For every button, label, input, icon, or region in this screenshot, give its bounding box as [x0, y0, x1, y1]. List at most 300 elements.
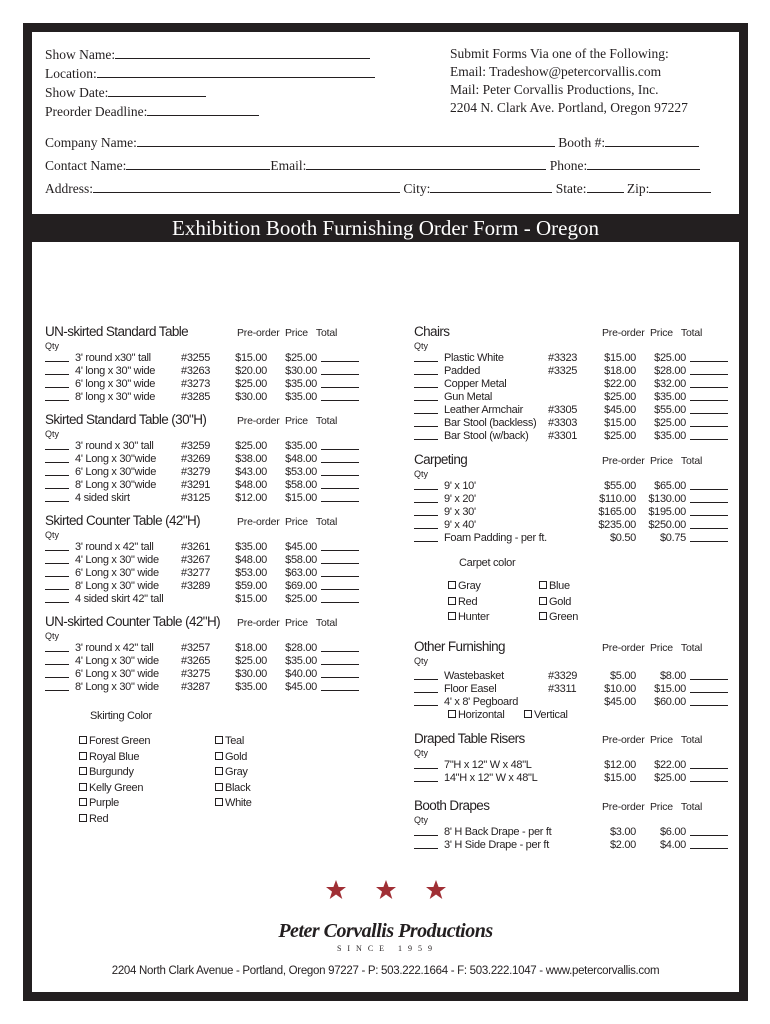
checkbox[interactable]: [215, 752, 223, 760]
qty-input[interactable]: [414, 365, 438, 375]
checkbox-option[interactable]: [448, 610, 489, 626]
booth-field[interactable]: [605, 133, 699, 147]
preorder-price: $45.00: [604, 404, 636, 416]
qty-input[interactable]: [414, 519, 438, 529]
section-title: Other Furnishing Pre-order Price Total: [414, 638, 734, 656]
item-description: 4 sided skirt: [75, 492, 130, 504]
qty-label: Qty: [414, 747, 429, 758]
column-headers: [602, 639, 702, 657]
item-description: 9' x 20': [444, 493, 476, 505]
color-options: [45, 710, 365, 827]
qty-input[interactable]: [414, 493, 438, 503]
checkbox[interactable]: [448, 710, 456, 718]
total-input[interactable]: [321, 642, 359, 652]
total-input[interactable]: [690, 519, 728, 529]
qty-input[interactable]: [414, 430, 438, 440]
total-input[interactable]: [321, 681, 359, 691]
price: $60.00: [654, 695, 686, 708]
email-field[interactable]: [306, 156, 546, 170]
price: $250.00: [648, 519, 686, 531]
checkbox-label: Teal: [225, 735, 244, 747]
state-field[interactable]: [587, 179, 624, 193]
list-item: [414, 696, 734, 709]
item-description: 9' x 30': [444, 506, 476, 518]
price: $35.00: [285, 391, 317, 403]
address-row: [45, 179, 711, 198]
preorder-price: $48.00: [235, 554, 267, 566]
checkbox-option[interactable]: [448, 709, 505, 722]
total-input[interactable]: [321, 580, 359, 590]
qty-input[interactable]: [414, 670, 438, 680]
checkbox[interactable]: [448, 581, 456, 589]
section-title: Draped Table Risers Pre-order Price Total: [414, 730, 734, 748]
preorder-price: $25.00: [604, 430, 636, 442]
total-input[interactable]: [690, 430, 728, 440]
total-input[interactable]: [690, 670, 728, 680]
price: $25.00: [654, 771, 686, 784]
item-number: #3279: [181, 466, 211, 478]
qty-input[interactable]: [414, 352, 438, 362]
qty-input[interactable]: [414, 480, 438, 490]
price: $25.00: [285, 352, 317, 364]
qty-input[interactable]: [45, 580, 69, 590]
section-un-skirted-counter-table-42-h-: [45, 613, 365, 694]
checkbox-option[interactable]: [79, 750, 139, 766]
total-input[interactable]: [690, 839, 728, 849]
item-number: #3285: [181, 391, 211, 403]
item-number: #3323: [548, 352, 578, 364]
price: $25.00: [654, 352, 686, 364]
zip-label: Zip:: [626, 181, 650, 196]
checkbox-option[interactable]: [215, 765, 248, 781]
qty-input[interactable]: [45, 479, 69, 489]
qty-input[interactable]: [414, 772, 438, 782]
show-name-field[interactable]: [115, 45, 370, 59]
address-field[interactable]: [93, 179, 400, 193]
price-header: Price: [650, 733, 673, 746]
submit-address: 2204 N. Clark Ave. Portland, Oregon 97227: [450, 100, 688, 115]
item-description: 6' Long x 30" wide: [75, 668, 159, 680]
item-description: 4' long x 30" wide: [75, 365, 156, 377]
total-input[interactable]: [690, 826, 728, 836]
checkbox-label: Hunter: [458, 611, 490, 623]
checkbox-option[interactable]: [79, 796, 119, 812]
item-number: #3289: [181, 580, 211, 592]
total-input[interactable]: [321, 391, 359, 401]
qty-input[interactable]: [45, 668, 69, 678]
checkbox[interactable]: [215, 767, 223, 775]
list-item: [45, 453, 365, 466]
total-input[interactable]: [690, 378, 728, 388]
checkbox-option[interactable]: [215, 734, 244, 750]
qty-input[interactable]: [45, 554, 69, 564]
qty-label: Qty: [45, 341, 60, 351]
location-field[interactable]: [97, 64, 375, 78]
total-input[interactable]: [321, 492, 359, 502]
list-item: [45, 567, 365, 580]
preorder-price: $22.00: [604, 378, 636, 390]
list-item: [414, 391, 734, 404]
checkbox-row: [414, 579, 734, 595]
item-description: Gun Metal: [444, 391, 493, 403]
qty-input[interactable]: [45, 541, 69, 551]
total-input[interactable]: [321, 378, 359, 388]
list-item: [45, 580, 365, 593]
item-description: Bar Stool (w/back): [444, 430, 529, 442]
list-item: [414, 480, 734, 493]
preorder-price: $20.00: [235, 365, 267, 377]
item-description: 8' Long x 30" wide: [75, 580, 159, 592]
price-header: Price: [285, 415, 308, 427]
qty-input[interactable]: [414, 391, 438, 401]
item-description: 4' Long x 30" wide: [75, 554, 159, 566]
item-number: #3329: [548, 669, 578, 682]
section-carpeting: [414, 451, 734, 545]
list-item: [45, 391, 365, 404]
column-headers: [237, 324, 337, 342]
section-skirted-counter-table-42-h-: [45, 512, 365, 606]
total-input[interactable]: [690, 480, 728, 490]
total-input[interactable]: [321, 479, 359, 489]
price: $6.00: [659, 825, 686, 838]
checkbox-option[interactable]: [524, 709, 568, 722]
price: $35.00: [654, 430, 686, 442]
qty-input[interactable]: [45, 466, 69, 476]
checkbox-option[interactable]: [215, 796, 252, 812]
state-label: State:: [555, 181, 587, 196]
checkbox-label: Kelly Green: [89, 781, 144, 794]
checkbox-label: Red: [89, 812, 109, 825]
item-number: #3301: [548, 430, 578, 442]
total-input[interactable]: [321, 554, 359, 564]
total-input[interactable]: [321, 466, 359, 476]
total-input[interactable]: [321, 541, 359, 551]
phone-field[interactable]: [587, 156, 700, 170]
price: $25.00: [285, 593, 317, 605]
item-number: #3305: [548, 404, 578, 416]
item-description: Floor Easel: [444, 682, 497, 695]
price-header: Price: [650, 641, 673, 654]
checkbox-label: Gray: [458, 580, 481, 592]
qty-input[interactable]: [45, 642, 69, 652]
checkbox-option[interactable]: [448, 595, 477, 611]
total-input[interactable]: [321, 593, 359, 603]
checkbox-label: Gold: [549, 595, 572, 608]
total-input[interactable]: [321, 352, 359, 362]
checkbox[interactable]: [539, 612, 547, 620]
qty-input[interactable]: [45, 440, 69, 450]
total-input[interactable]: [690, 683, 728, 693]
color-options-title: Skirting Color: [90, 710, 152, 722]
total-input[interactable]: [690, 391, 728, 401]
checkbox-label: Red: [458, 595, 478, 608]
preorder-price: $25.00: [235, 378, 267, 390]
price-header: Price: [285, 617, 308, 629]
qty-input[interactable]: [414, 839, 438, 849]
item-description: Plastic White: [444, 352, 504, 364]
preorder-price: $15.00: [235, 352, 267, 364]
preorder-price: $35.00: [235, 681, 267, 693]
price-header: Price: [650, 455, 673, 467]
item-number: #3259: [181, 440, 211, 452]
preorder-price: $5.00: [609, 669, 636, 682]
qty-input[interactable]: [414, 378, 438, 388]
qty-input[interactable]: [45, 567, 69, 577]
total-input[interactable]: [690, 493, 728, 503]
qty-input[interactable]: [45, 453, 69, 463]
checkbox-label: Royal Blue: [89, 750, 140, 763]
preorder-price: $15.00: [604, 352, 636, 364]
total-header: Total: [680, 733, 703, 746]
total-input[interactable]: [690, 696, 728, 706]
checkbox-label: Purple: [89, 797, 119, 809]
price: $35.00: [654, 391, 686, 403]
item-description: 4 sided skirt 42" tall: [75, 593, 164, 605]
list-item: [414, 826, 734, 839]
price: $69.00: [285, 580, 317, 592]
section-title: Skirted Standard Table (30"H) Pre-order Price Total: [45, 411, 365, 429]
qty-input[interactable]: [414, 683, 438, 693]
total-input[interactable]: [690, 759, 728, 769]
item-number: #3267: [181, 554, 211, 566]
company-label: Company Name:: [45, 135, 137, 150]
checkbox-option[interactable]: [79, 781, 143, 797]
price: $8.00: [659, 669, 686, 682]
show-date-field[interactable]: [108, 83, 206, 97]
price: $35.00: [285, 655, 317, 667]
preorder-price: $48.00: [235, 479, 267, 491]
item-number: #3287: [181, 681, 211, 693]
price: $63.00: [285, 567, 317, 579]
item-description: 8' Long x 30"wide: [75, 479, 157, 491]
total-header: Total: [680, 800, 703, 813]
checkbox[interactable]: [524, 710, 532, 718]
checkbox-option[interactable]: [539, 579, 570, 595]
qty-input[interactable]: [45, 655, 69, 665]
star-icon: [326, 880, 346, 899]
list-item: [45, 479, 365, 492]
qty-input[interactable]: [45, 492, 69, 502]
contact-field[interactable]: [126, 156, 270, 170]
list-item: [45, 466, 365, 479]
preorder-price: $30.00: [235, 391, 267, 403]
column-headers: [602, 731, 702, 749]
checkbox-option[interactable]: [79, 734, 150, 750]
preorder-price: $25.00: [235, 655, 267, 667]
price: $130.00: [648, 493, 686, 505]
preorder-price: $30.00: [235, 668, 267, 680]
preorder-header: Pre-order: [602, 733, 645, 746]
item-description: 9' x 40': [444, 519, 476, 531]
checkbox-option[interactable]: [79, 812, 108, 828]
qty-input[interactable]: [414, 826, 438, 836]
total-input[interactable]: [321, 365, 359, 375]
checkbox[interactable]: [79, 752, 87, 760]
checkbox[interactable]: [79, 767, 87, 775]
checkbox-option[interactable]: [79, 765, 134, 781]
checkbox[interactable]: [215, 736, 223, 744]
total-input[interactable]: [321, 655, 359, 665]
list-item: [45, 642, 365, 655]
item-description: Leather Armchair: [444, 404, 523, 416]
column-headers: [237, 412, 337, 430]
total-input[interactable]: [321, 567, 359, 577]
checkbox-option[interactable]: [539, 595, 571, 611]
preorder-price: $2.00: [609, 838, 636, 851]
preorder-price: $12.00: [604, 758, 636, 771]
qty-input[interactable]: [45, 593, 69, 603]
item-description: 4' Long x 30" wide: [75, 655, 159, 667]
checkbox[interactable]: [79, 798, 87, 806]
qty-input[interactable]: [414, 506, 438, 516]
price: $32.00: [654, 378, 686, 390]
preorder-header: Pre-order: [237, 327, 280, 339]
location-label: Location:: [45, 66, 97, 81]
item-number: #3311: [548, 682, 577, 695]
qty-input[interactable]: [414, 532, 438, 542]
checkbox[interactable]: [448, 597, 456, 605]
preorder-price: $110.00: [599, 493, 636, 505]
checkbox-option[interactable]: [539, 610, 578, 626]
list-item: [414, 352, 734, 365]
price: $25.00: [654, 417, 686, 429]
list-item: [414, 506, 734, 519]
preorder-price: $35.00: [235, 541, 267, 553]
total-input[interactable]: [690, 365, 728, 375]
preorder-header: Pre-order: [602, 641, 645, 654]
qty-label: Qty: [414, 655, 429, 666]
total-input[interactable]: [690, 532, 728, 542]
list-item: [414, 519, 734, 532]
item-number: #3277: [181, 567, 211, 579]
list-item: [414, 670, 734, 683]
checkbox-option[interactable]: [215, 750, 247, 766]
qty-input[interactable]: [45, 378, 69, 388]
list-item: [414, 417, 734, 430]
list-item: [414, 683, 734, 696]
list-item: [414, 839, 734, 852]
item-number: #3265: [181, 655, 211, 667]
city-field[interactable]: [430, 179, 552, 193]
price: $22.00: [654, 758, 686, 771]
item-description: 4' Long x 30"wide: [75, 453, 157, 465]
total-header: Total: [315, 415, 338, 427]
list-item: [45, 668, 365, 681]
qty-input[interactable]: [414, 759, 438, 769]
address-label: Address:: [45, 181, 93, 196]
checkbox-row: [414, 595, 734, 611]
qty-input[interactable]: [414, 417, 438, 427]
checkbox[interactable]: [79, 736, 87, 744]
item-number: #3263: [181, 365, 211, 377]
item-description: 8' Long x 30" wide: [75, 681, 159, 693]
list-item: [45, 378, 365, 391]
contact-label: Contact Name:: [45, 158, 127, 173]
price: $65.00: [654, 480, 686, 492]
show-date-label: Show Date:: [45, 85, 109, 100]
price: $58.00: [285, 479, 317, 491]
item-description: 6' Long x 30" wide: [75, 567, 159, 579]
item-number: #3125: [181, 492, 211, 504]
list-item: [414, 430, 734, 443]
booth-label: Booth #:: [558, 135, 606, 150]
total-input[interactable]: [690, 417, 728, 427]
checkbox-option[interactable]: [448, 579, 481, 595]
checkbox[interactable]: [215, 798, 223, 806]
qty-input[interactable]: [45, 352, 69, 362]
item-number: #3291: [181, 479, 211, 491]
total-input[interactable]: [321, 453, 359, 463]
item-description: Wastebasket: [444, 669, 504, 682]
preorder-price: $10.00: [604, 682, 636, 695]
preorder-price: $59.00: [235, 580, 267, 592]
submit-email: Email: Tradeshow@petercorvallis.com: [450, 64, 662, 79]
checkbox-row: [45, 796, 365, 812]
total-input[interactable]: [321, 440, 359, 450]
checkbox-label: Vertical: [534, 708, 568, 721]
total-input[interactable]: [690, 404, 728, 414]
preorder-price: $18.00: [235, 642, 267, 654]
qty-input[interactable]: [45, 365, 69, 375]
total-input[interactable]: [690, 506, 728, 516]
checkbox[interactable]: [539, 597, 547, 605]
price-header: Price: [650, 327, 673, 339]
preorder-deadline-field[interactable]: [147, 102, 259, 116]
checkbox-label: Blue: [549, 580, 570, 592]
item-description: Foam Padding - per ft.: [444, 532, 547, 544]
item-description: Padded: [444, 365, 481, 377]
item-description: 3' round x 30" tall: [75, 440, 154, 452]
qty-input[interactable]: [414, 404, 438, 414]
company-field[interactable]: [137, 133, 555, 147]
qty-input[interactable]: [414, 696, 438, 706]
list-item: [414, 532, 734, 545]
form-title: Exhibition Booth Furnishing Order Form - Oregon: [23, 214, 748, 242]
checkbox-label: Gray: [225, 766, 248, 778]
total-input[interactable]: [690, 772, 728, 782]
column-headers: [602, 798, 702, 816]
checkbox-label: Green: [549, 611, 579, 623]
submit-info: [450, 45, 688, 117]
checkbox-row: [45, 812, 365, 828]
list-item: [45, 681, 365, 694]
checkbox[interactable]: [79, 783, 87, 791]
item-description: Copper Metal: [444, 378, 507, 390]
checkbox[interactable]: [448, 612, 456, 620]
qty-input[interactable]: [45, 391, 69, 401]
total-header: Total: [680, 641, 703, 654]
preorder-header: Pre-order: [237, 415, 280, 427]
total-input[interactable]: [321, 668, 359, 678]
item-description: 9' x 10': [444, 480, 476, 492]
item-number: #3255: [181, 352, 211, 364]
total-input[interactable]: [690, 352, 728, 362]
pegboard-orientation: [414, 709, 734, 722]
preorder-price: $55.00: [604, 480, 636, 492]
checkbox[interactable]: [539, 581, 547, 589]
checkbox[interactable]: [215, 783, 223, 791]
total-header: Total: [680, 455, 703, 467]
qty-label: Qty: [45, 429, 60, 439]
list-item: [414, 759, 734, 772]
checkbox-option[interactable]: [215, 781, 250, 797]
qty-input[interactable]: [45, 681, 69, 691]
checkbox[interactable]: [79, 814, 87, 822]
preorder-header: Pre-order: [237, 617, 280, 629]
zip-field[interactable]: [649, 179, 711, 193]
list-item: [414, 365, 734, 378]
left-column: [45, 323, 365, 827]
